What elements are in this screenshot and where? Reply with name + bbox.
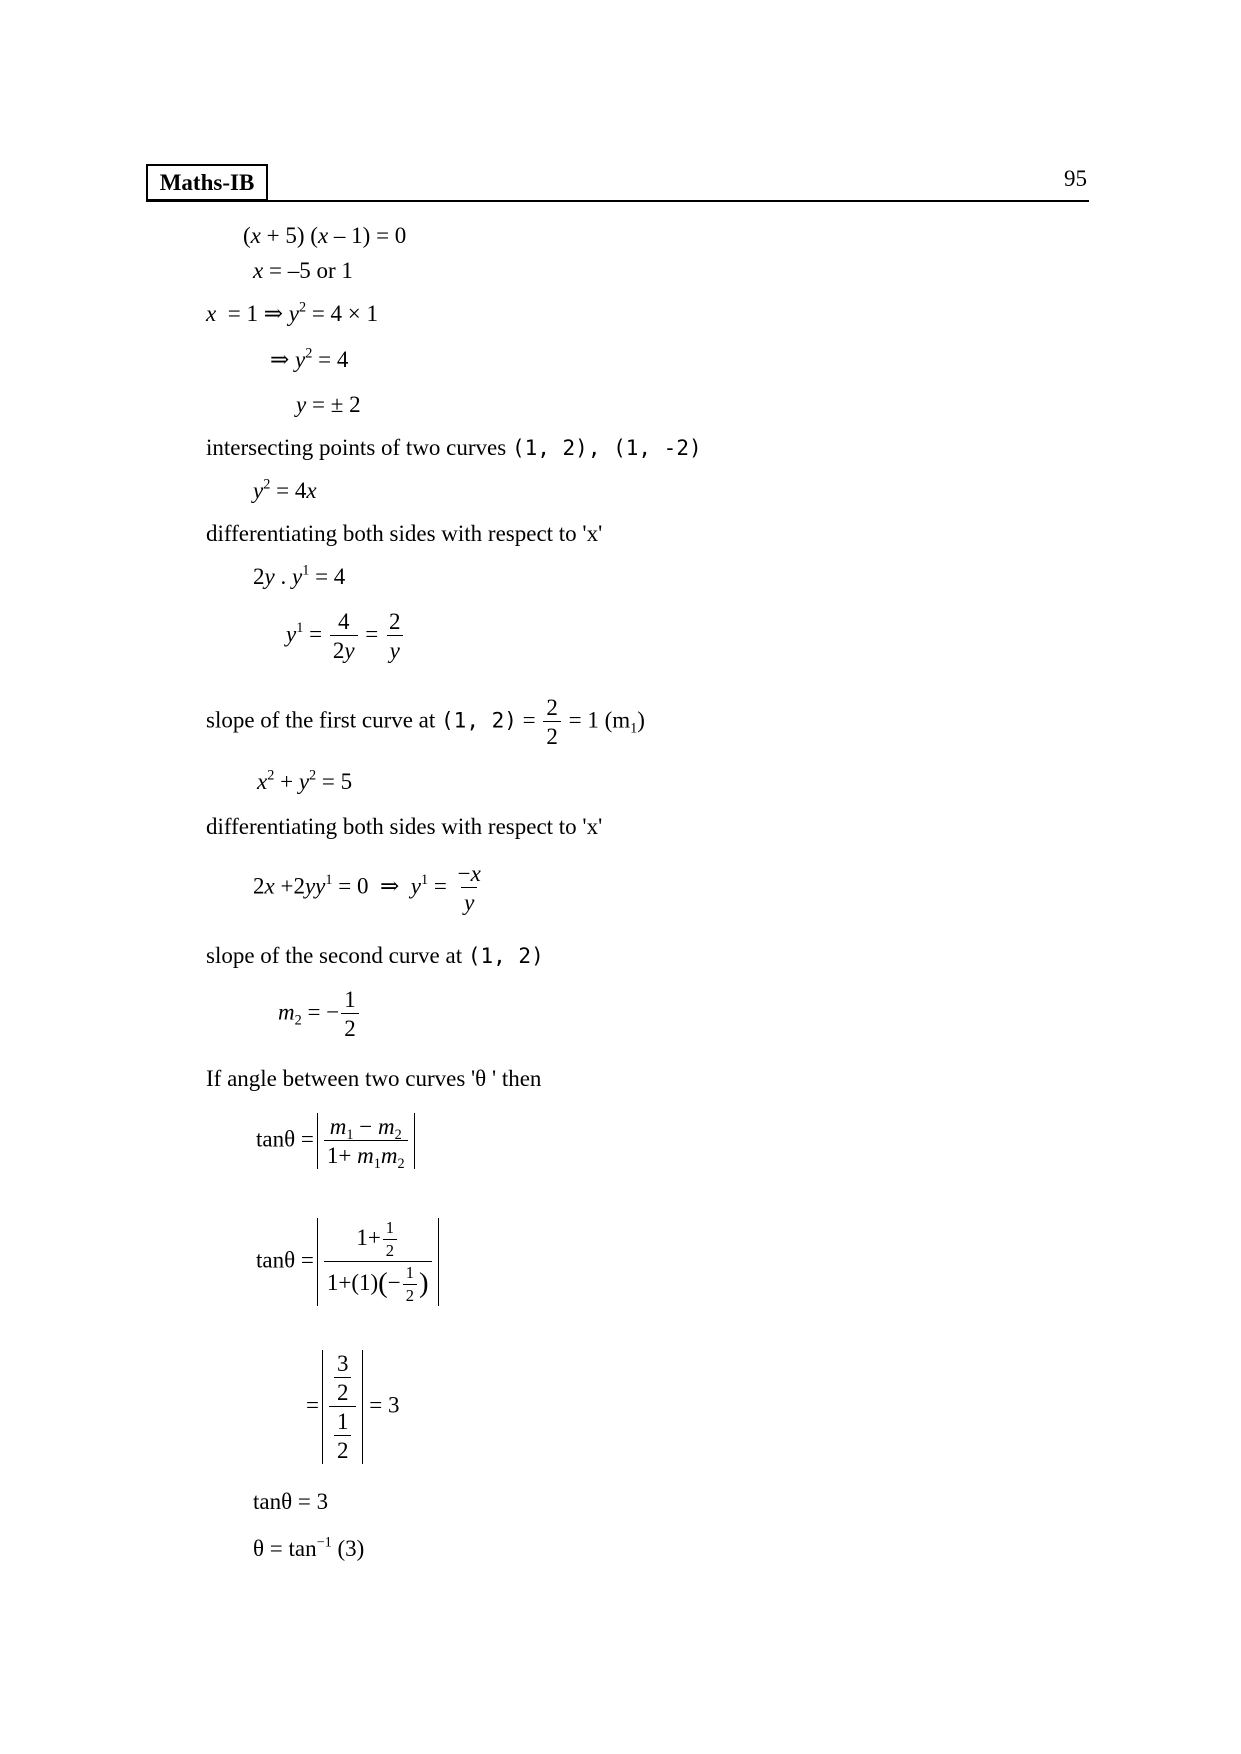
equation-substitute: x = 1 ⇒ $y^2 = 4 \times 1$ bbox=[206, 299, 379, 326]
derivative-result-1: $y^1$ = $\frac{4}{2y}$ = $\frac{2}{y}$ bbox=[286, 610, 406, 662]
equation-y-values: y = ± 2 bbox=[296, 392, 361, 417]
curve-one: $y^2 = 4x$ bbox=[253, 476, 317, 503]
theta-result: $\theta = \tan^{-1} (3)$ bbox=[253, 1534, 365, 1561]
tan-result: tanθ = 3 bbox=[253, 1489, 329, 1514]
header-rule bbox=[146, 200, 1089, 202]
derivative-equation-1: 2y . $y^1 = 4$ bbox=[253, 562, 346, 589]
intersection-text: intersecting points of two curves (1, 2), (1, -2) bbox=[206, 435, 702, 460]
header-label: Maths-IB bbox=[146, 164, 268, 201]
curve-two: $x^2 + y^2 = 5$ bbox=[257, 767, 353, 794]
equation-factored: (x + 5) (x – 1) = 0 bbox=[243, 223, 407, 248]
page-number: 95 bbox=[1064, 166, 1087, 191]
slope-first-curve: slope of the first curve at (1, 2) = $\frac{2}{2}$ = 1 $(m_1)$ bbox=[206, 695, 645, 749]
tan-simplified: = $\frac{\frac{3}{2}}{\frac{1}{2}}$ = 3 bbox=[306, 1351, 400, 1463]
equation-y-squared: ⇒ $y^2 = 4$ bbox=[270, 345, 349, 372]
derivative-equation-2: $2x +2yy^1 = 0$ ⇒ $y^1$ = $\frac{-x}{y}$ bbox=[253, 861, 481, 915]
tan-substitution: tanθ = 1+ $\frac{1}{2}$ 1+(1)(− $\frac{1}{2}$ ) bbox=[256, 1218, 439, 1306]
differentiate-text-2: differentiating both sides with respect to 'x' bbox=[206, 814, 603, 839]
angle-text: If angle between two curves 'θ ' then bbox=[206, 1066, 542, 1091]
differentiate-text-1: differentiating both sides with respect to 'x' bbox=[206, 521, 603, 546]
tan-formula: tanθ = $\frac{m_1 - m_2}{1+ m_1m_2}$ bbox=[256, 1113, 415, 1169]
slope-m2: $m_2$ = − $\frac{1}{2}$ bbox=[278, 988, 361, 1040]
equation-roots: x = –5 or 1 bbox=[253, 258, 353, 283]
slope-second-curve-text: slope of the second curve at (1, 2) bbox=[206, 943, 544, 968]
